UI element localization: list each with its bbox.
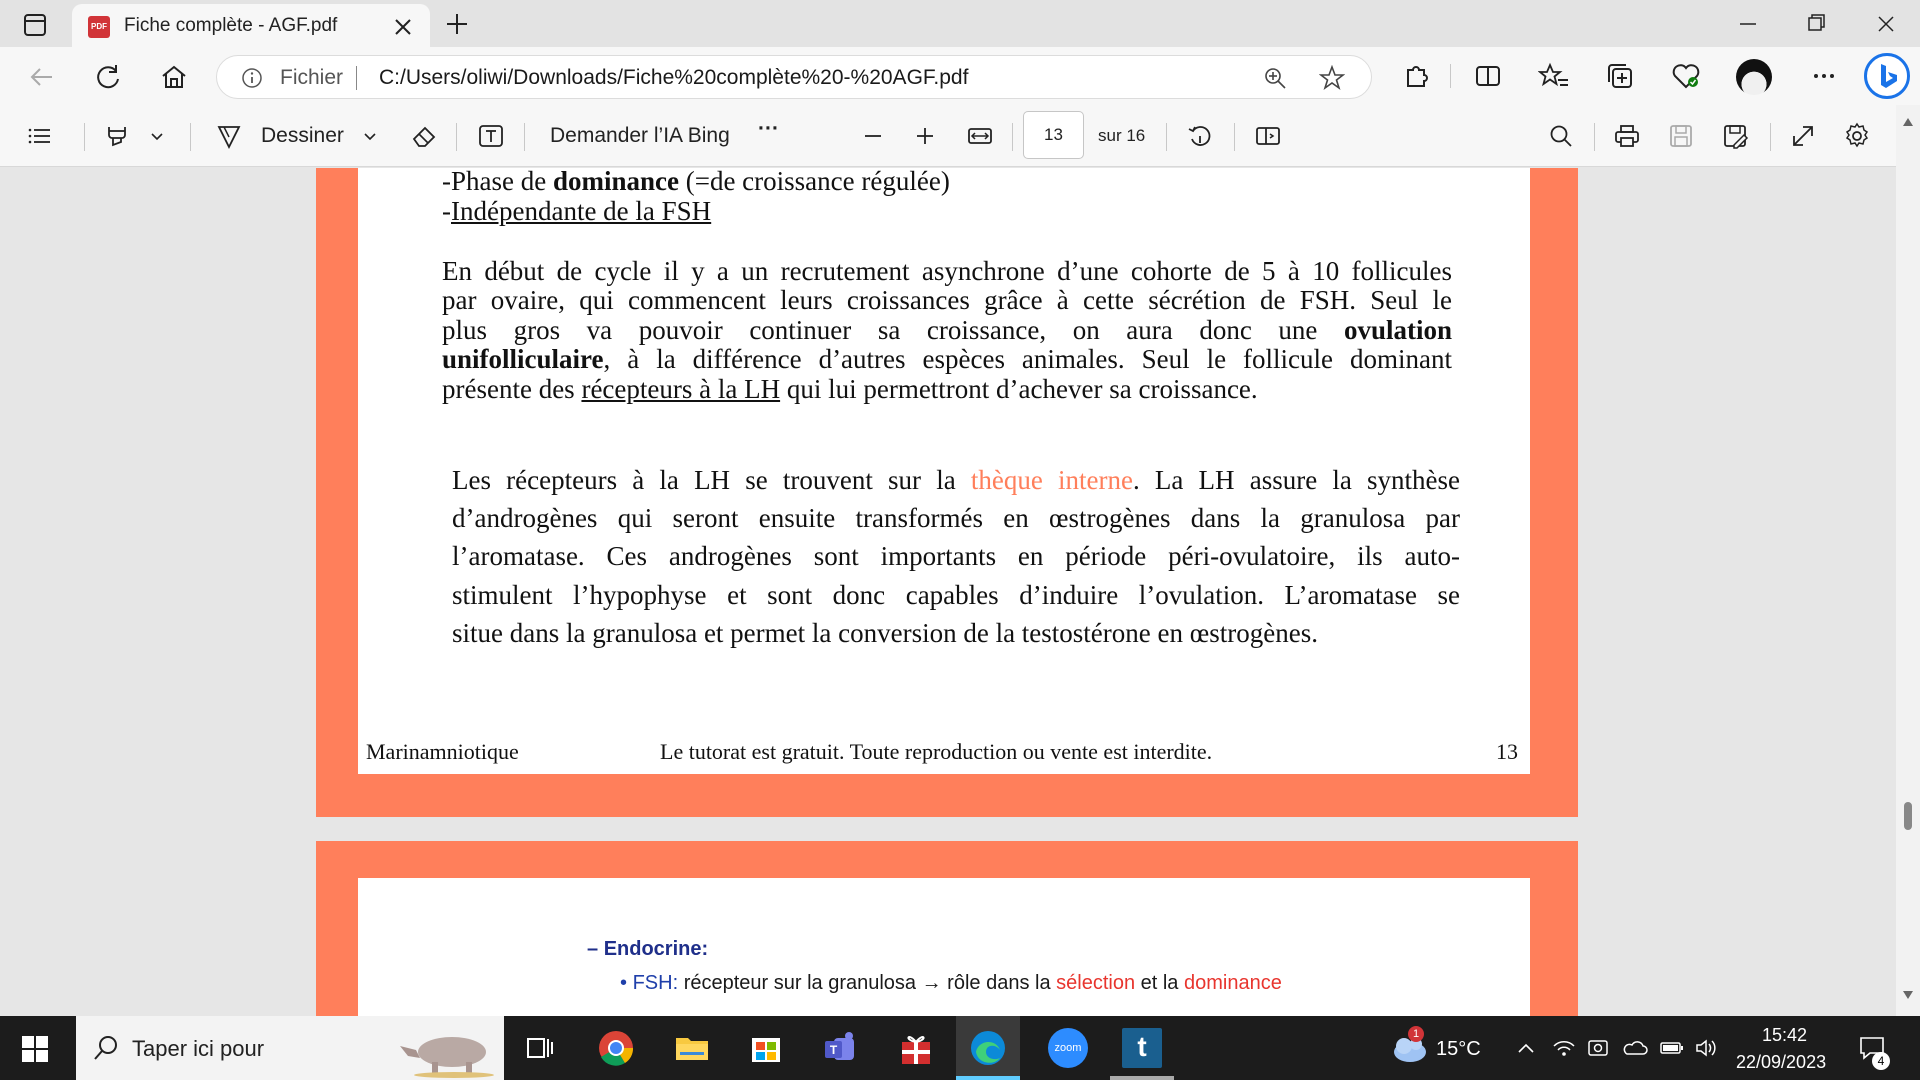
paragraph-line: Les récepteurs à la LH se trouvent sur la thèque interne. La LH assure la synthèse bbox=[452, 465, 1460, 495]
windows-taskbar bbox=[0, 1016, 1920, 1080]
scroll-down-icon[interactable] bbox=[1902, 990, 1914, 1000]
microsoft-store-icon[interactable] bbox=[746, 1028, 786, 1068]
text-line: -Indépendante de la FSH bbox=[442, 196, 712, 226]
toolbar-separator bbox=[1166, 123, 1167, 151]
profile-avatar[interactable] bbox=[1736, 59, 1772, 95]
paragraph-line: présente des récepteurs à la LH qui lui permettront d’achever sa croissance. bbox=[442, 374, 1258, 404]
paragraph-line: d’androgènes qui seront ensuite transformés en œstrogènes dans la granulosa par bbox=[452, 503, 1460, 533]
paragraph-line: unifolliculaire, à la différence d’autres espèces animales. Seul le follicule dominant bbox=[442, 344, 1452, 374]
rotate-icon[interactable] bbox=[1185, 121, 1215, 151]
restore-icon[interactable] bbox=[1796, 10, 1836, 38]
tab-title: Fiche complète - AGF.pdf bbox=[124, 15, 338, 36]
close-window-icon[interactable] bbox=[1866, 10, 1906, 38]
favorite-star-icon[interactable] bbox=[1319, 65, 1345, 91]
clock-time[interactable]: 15:42 bbox=[1762, 1025, 1808, 1045]
paragraph-line: l’aromatase. Ces androgènes sont importants en période péri-ovulatoire, ils auto- bbox=[452, 541, 1460, 571]
scrollbar-thumb[interactable] bbox=[1904, 802, 1912, 830]
scroll-up-icon[interactable] bbox=[1902, 117, 1914, 127]
address-row bbox=[0, 47, 1920, 105]
paragraph-line: En début de cycle il y a un recrutement asynchrone d’une cohorte de 5 à 10 follicules bbox=[442, 256, 1452, 286]
page-content bbox=[358, 168, 1530, 774]
paragraph-line: plus gros va pouvoir continuer sa croissance, on aura donc une ovulation bbox=[442, 315, 1452, 345]
bullet-item: • FSH: récepteur sur la granulosa → rôle dans la sélection et la dominance bbox=[620, 972, 1282, 994]
url-scheme-label: Fichier bbox=[280, 66, 344, 89]
omnibox-divider bbox=[356, 66, 357, 90]
pdf-toolbar bbox=[0, 105, 1920, 167]
tab-active[interactable] bbox=[72, 4, 430, 47]
toolbar-separator bbox=[524, 123, 525, 151]
vertical-scrollbar[interactable] bbox=[1896, 105, 1920, 1016]
toolbar-separator bbox=[1012, 123, 1013, 151]
task-view-icon[interactable] bbox=[520, 1028, 560, 1068]
paragraph-line: situe dans la granulosa et permet la conversion de la testostérone en œstrogènes. bbox=[452, 618, 1318, 648]
battery-icon[interactable] bbox=[1660, 1040, 1684, 1056]
extensions-icon[interactable] bbox=[1400, 60, 1432, 92]
zoom-in-icon[interactable] bbox=[910, 121, 940, 151]
text-line: -Phase de dominance (=de croissance régulée) bbox=[442, 168, 950, 196]
weather-alert-badge: 1 bbox=[1408, 1026, 1424, 1042]
back-icon[interactable] bbox=[26, 61, 58, 93]
close-tab-icon[interactable] bbox=[390, 14, 416, 40]
footer-page-number: 13 bbox=[1496, 739, 1518, 764]
volume-icon[interactable] bbox=[1694, 1038, 1720, 1058]
browser-essentials-icon[interactable] bbox=[1670, 60, 1702, 92]
search-icon[interactable] bbox=[1546, 121, 1576, 151]
pdf-viewport[interactable] bbox=[0, 168, 1920, 1016]
print-icon[interactable] bbox=[1612, 121, 1642, 151]
search-icon bbox=[92, 1034, 120, 1062]
new-tab-icon[interactable] bbox=[442, 9, 472, 39]
toolbar-separator bbox=[1594, 123, 1595, 151]
collections-icon[interactable] bbox=[1604, 60, 1636, 92]
zoom-icon[interactable] bbox=[1263, 66, 1287, 90]
zoom-app-icon[interactable]: zoom bbox=[1048, 1028, 1088, 1068]
tab-actions-icon[interactable] bbox=[18, 11, 52, 39]
more-options-icon[interactable] bbox=[1808, 60, 1840, 92]
svg-text:T: T bbox=[829, 1043, 838, 1057]
fit-to-width-icon[interactable] bbox=[965, 121, 995, 151]
footer-author: Marinamniotique bbox=[366, 739, 519, 764]
bing-copilot-button[interactable] bbox=[1864, 53, 1910, 99]
refresh-icon[interactable] bbox=[92, 61, 124, 93]
info-icon[interactable] bbox=[241, 67, 263, 89]
pdf-page-14 bbox=[316, 841, 1578, 1016]
chevron-down-icon[interactable] bbox=[142, 121, 172, 151]
table-of-contents-icon[interactable] bbox=[24, 121, 54, 151]
page-number-input[interactable]: 13 bbox=[1023, 111, 1084, 159]
draw-pen-icon[interactable] bbox=[214, 121, 244, 151]
fullscreen-icon[interactable] bbox=[1788, 121, 1818, 151]
toolbar-separator bbox=[1234, 123, 1235, 151]
windows-start-icon[interactable] bbox=[22, 1036, 48, 1062]
draw-label[interactable]: Dessiner bbox=[261, 124, 344, 147]
toolbar-divider bbox=[1450, 64, 1451, 88]
url-text[interactable]: C:/Users/oliwi/Downloads/Fiche%20complète%20-%20AGF.pdf bbox=[379, 66, 969, 89]
camera-app-icon[interactable] bbox=[1586, 1036, 1610, 1060]
gift-icon[interactable] bbox=[896, 1028, 936, 1068]
clock-date[interactable]: 22/09/2023 bbox=[1736, 1052, 1827, 1072]
onedrive-icon[interactable] bbox=[1622, 1038, 1648, 1058]
active-app-indicator bbox=[956, 1076, 1020, 1080]
file-explorer-icon[interactable] bbox=[672, 1028, 712, 1068]
chrome-icon[interactable] bbox=[596, 1028, 636, 1068]
text-box-icon[interactable] bbox=[476, 121, 506, 151]
weather-temperature[interactable]: 15°C bbox=[1436, 1038, 1481, 1060]
page-content bbox=[358, 878, 1530, 1016]
chevron-down-icon[interactable] bbox=[355, 121, 385, 151]
notification-count-badge: 4 bbox=[1872, 1052, 1890, 1070]
split-screen-icon[interactable] bbox=[1472, 60, 1504, 92]
address-bar[interactable] bbox=[216, 55, 1372, 99]
paragraph-line: par ovaire, qui commencent leurs croissances grâce à cette sécrétion de FSH. Seul le bbox=[442, 285, 1452, 315]
pdf-icon: PDF bbox=[88, 16, 110, 38]
save-icon[interactable] bbox=[1666, 121, 1696, 151]
rhino-illustration-icon bbox=[394, 1022, 498, 1078]
chevron-up-icon[interactable] bbox=[1516, 1040, 1536, 1056]
footer-notice: Le tutorat est gratuit. Toute reproduction ou vente est interdite. bbox=[660, 739, 1213, 764]
settings-gear-icon[interactable] bbox=[1842, 121, 1872, 151]
running-app-indicator bbox=[1110, 1076, 1174, 1080]
page-total-label: sur 16 bbox=[1098, 126, 1146, 145]
tutorat-app-icon[interactable]: t bbox=[1122, 1028, 1162, 1068]
highlight-icon[interactable] bbox=[102, 121, 132, 151]
edge-icon[interactable] bbox=[968, 1028, 1008, 1068]
paragraph-line: stimulent l’hypophyse et sont donc capables d’induire l’ovulation. L’aromatase se bbox=[452, 580, 1460, 610]
toolbar-separator bbox=[456, 123, 457, 151]
tab-strip bbox=[0, 0, 1920, 47]
section-heading: – Endocrine: bbox=[587, 938, 709, 960]
bing-icon bbox=[1867, 56, 1907, 96]
eraser-icon[interactable] bbox=[409, 121, 439, 151]
ask-bing-ai-button[interactable]: Demander l’IA Bing bbox=[550, 124, 730, 147]
teams-icon[interactable] bbox=[820, 1028, 860, 1068]
toolbar-separator bbox=[1770, 123, 1771, 151]
taskbar-search[interactable] bbox=[76, 1016, 504, 1080]
search-placeholder: Taper ici pour bbox=[132, 1036, 265, 1061]
wifi-icon[interactable] bbox=[1552, 1038, 1576, 1058]
more-tools-icon[interactable]: ··· bbox=[758, 117, 779, 140]
toolbar-separator bbox=[190, 123, 191, 151]
favorites-icon[interactable] bbox=[1538, 60, 1570, 92]
minimize-icon[interactable] bbox=[1728, 10, 1768, 38]
zoom-out-icon[interactable] bbox=[858, 121, 888, 151]
pdf-page-13 bbox=[316, 168, 1578, 817]
toolbar-separator bbox=[84, 123, 85, 151]
save-as-icon[interactable] bbox=[1720, 121, 1750, 151]
page-view-icon[interactable] bbox=[1253, 121, 1283, 151]
home-icon[interactable] bbox=[158, 61, 190, 93]
